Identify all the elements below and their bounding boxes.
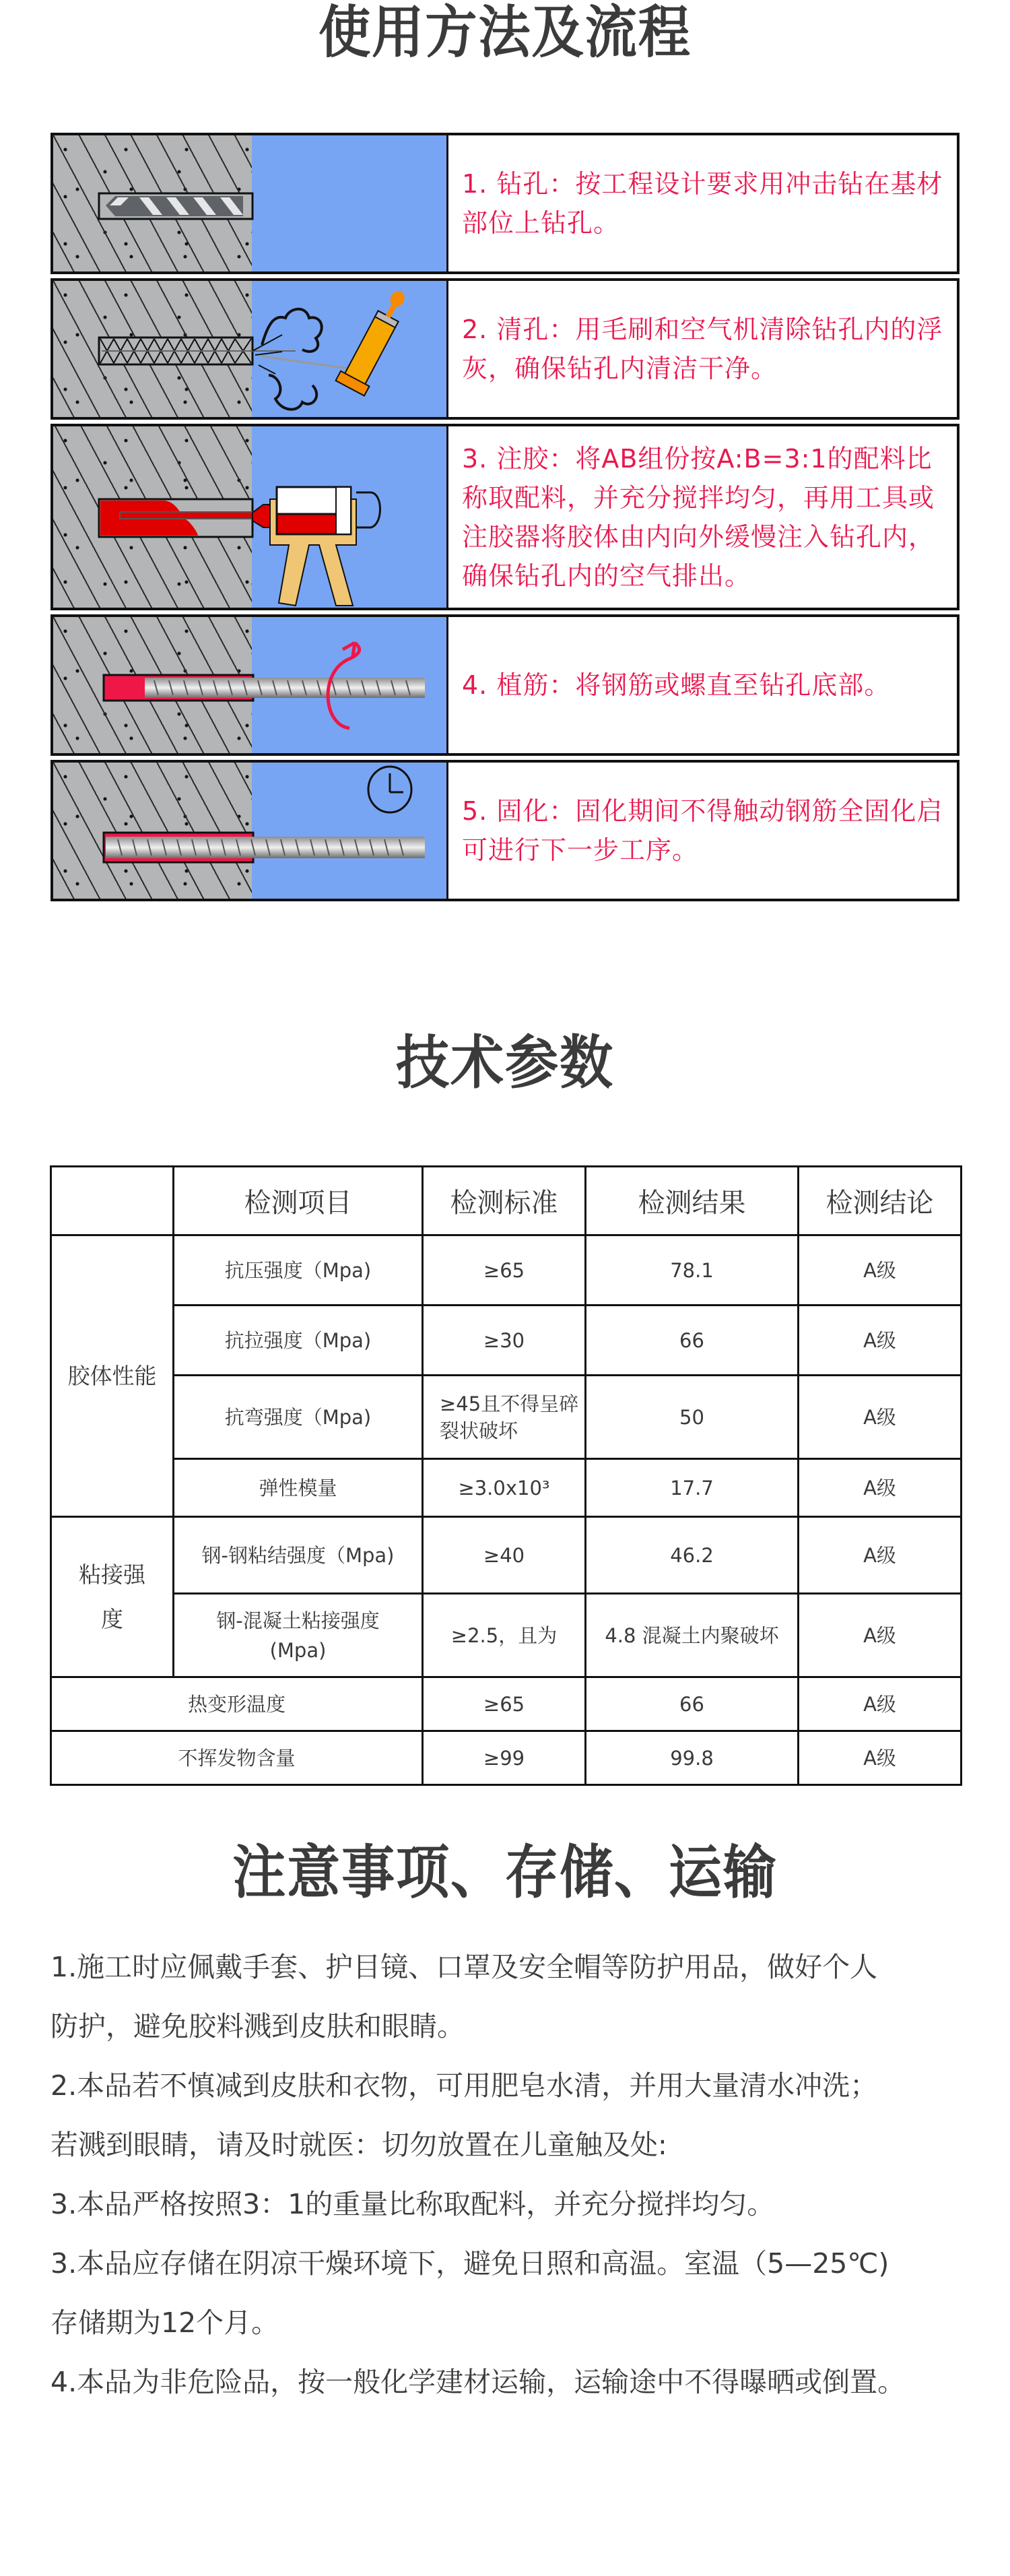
step-text: 2. 清孔：用毛刷和空气机清除钻孔内的浮灰，确保钻孔内清洁干净。 [462, 315, 943, 383]
notes-line: 2.本品若不慎减到皮肤和衣物，可用肥皂水清，并用大量清水冲洗； [50, 2069, 878, 2102]
params-section-title: 技术参数 [396, 1029, 614, 1097]
conclusion-cell: A级 [799, 1306, 962, 1376]
notes-line: 存储期为12个月。 [50, 2307, 279, 2339]
standard-cell: ≥99 [423, 1731, 586, 1785]
standard-cell: ≥45且不得呈碎裂状破坏 [423, 1376, 586, 1459]
standard-cell: ≥40 [423, 1517, 586, 1594]
standard-cell: ≥65 [423, 1677, 586, 1731]
step-text: 3. 注胶：将AB组份按A:B=3:1的配料比称取配料，并充分搅拌均匀，再用工具或注胶器将胶体由内向外缓慢注入钻孔内，确保钻孔内的空气排出。 [462, 443, 935, 591]
item-cell: 热变形温度 [51, 1677, 423, 1731]
header-cell: 检测结论 [799, 1167, 962, 1235]
table-row [51, 1376, 962, 1459]
conclusion-cell: A级 [799, 1235, 962, 1306]
group-label: 粘接强度 [51, 1517, 174, 1677]
step-text: 1. 钻孔：按工程设计要求用冲击钻在基材部位上钻孔。 [462, 169, 943, 238]
step-drill [50, 133, 960, 274]
step-inject [50, 424, 960, 610]
item-cell: 弹性模量 [174, 1459, 423, 1517]
notes-list [50, 1937, 993, 2412]
step-cure [50, 760, 960, 901]
group-label: 胶体性能 [51, 1235, 174, 1517]
rotate-arrow-icon [53, 617, 448, 753]
glue-gun-icon [53, 426, 448, 608]
step-illustration [53, 426, 448, 608]
step-insert-rebar [50, 614, 960, 756]
step-text: 5. 固化：固化期间不得触动钢筋全固化启可进行下一步工序。 [462, 796, 943, 865]
header-cell: 检测结果 [586, 1167, 799, 1235]
conclusion-cell: A级 [799, 1677, 962, 1731]
standard-cell: ≥65 [423, 1235, 586, 1306]
step-illustration [53, 135, 448, 271]
table-row [51, 1731, 962, 1785]
air-pump-icon [53, 281, 448, 417]
item-cell: 钢-钢粘结强度（Mpa) [174, 1517, 423, 1594]
header-cell: 检测标准 [423, 1167, 586, 1235]
conclusion-cell: A级 [799, 1517, 962, 1594]
standard-cell: ≥30 [423, 1306, 586, 1376]
spec-table [50, 1165, 962, 1786]
item-cell: 抗拉强度（Mpa) [174, 1306, 423, 1376]
item-cell: 抗弯强度（Mpa) [174, 1376, 423, 1459]
table-row [51, 1459, 962, 1517]
step-clean [50, 278, 960, 420]
standard-cell: ≥3.0x10³ [423, 1459, 586, 1517]
step-illustration [53, 281, 448, 417]
item-cell: 不挥发物含量 [51, 1731, 423, 1785]
item-cell: 抗压强度（Mpa) [174, 1235, 423, 1306]
clock-icon [53, 763, 448, 899]
usage-section-title: 使用方法及流程 [318, 0, 692, 65]
result-cell: 66 [586, 1306, 799, 1376]
conclusion-cell: A级 [799, 1459, 962, 1517]
notes-line: 3.本品应存储在阴凉干燥环境下，避免日照和高温。室温（5—25℃) [50, 2247, 889, 2280]
result-cell: 50 [586, 1376, 799, 1459]
notes-line: 3.本品严格按照3：1的重量比称取配料，并充分搅拌均匀。 [50, 2188, 775, 2220]
notes-line: 防护，避免胶料溅到皮肤和眼睛。 [50, 2010, 465, 2042]
conclusion-cell: A级 [799, 1376, 962, 1459]
result-cell: 4.8 混凝土内聚破坏 [586, 1594, 799, 1677]
conclusion-cell: A级 [799, 1731, 962, 1785]
drill-bit-icon [53, 135, 448, 271]
notes-line: 4.本品为非危险品，按一般化学建材运输，运输途中不得曝晒或倒置。 [50, 2366, 906, 2398]
notes-section-title: 注意事项、存储、运输 [232, 1839, 778, 1906]
conclusion-cell: A级 [799, 1594, 962, 1677]
result-cell: 99.8 [586, 1731, 799, 1785]
result-cell: 46.2 [586, 1517, 799, 1594]
table-row [51, 1235, 962, 1306]
step-illustration [53, 763, 448, 899]
item-cell: 钢-混凝土粘接强度(Mpa) [174, 1594, 423, 1677]
step-illustration [53, 617, 448, 753]
table-row [51, 1677, 962, 1731]
step-text: 4. 植筋：将钢筋或螺直至钻孔底部。 [462, 670, 891, 700]
table-header-row [51, 1167, 962, 1235]
header-cell [51, 1167, 174, 1235]
result-cell: 78.1 [586, 1235, 799, 1306]
table-row [51, 1306, 962, 1376]
table-row [51, 1517, 962, 1594]
notes-line: 若溅到眼睛，请及时就医：切勿放置在儿童触及处: [50, 2129, 667, 2161]
header-cell: 检测项目 [174, 1167, 423, 1235]
result-cell: 66 [586, 1677, 799, 1731]
standard-cell: ≥2.5，且为 [423, 1594, 586, 1677]
result-cell: 17.7 [586, 1459, 799, 1517]
notes-line: 1.施工时应佩戴手套、护目镜、口罩及安全帽等防护用品，做好个人 [50, 1951, 878, 1983]
table-row [51, 1594, 962, 1677]
